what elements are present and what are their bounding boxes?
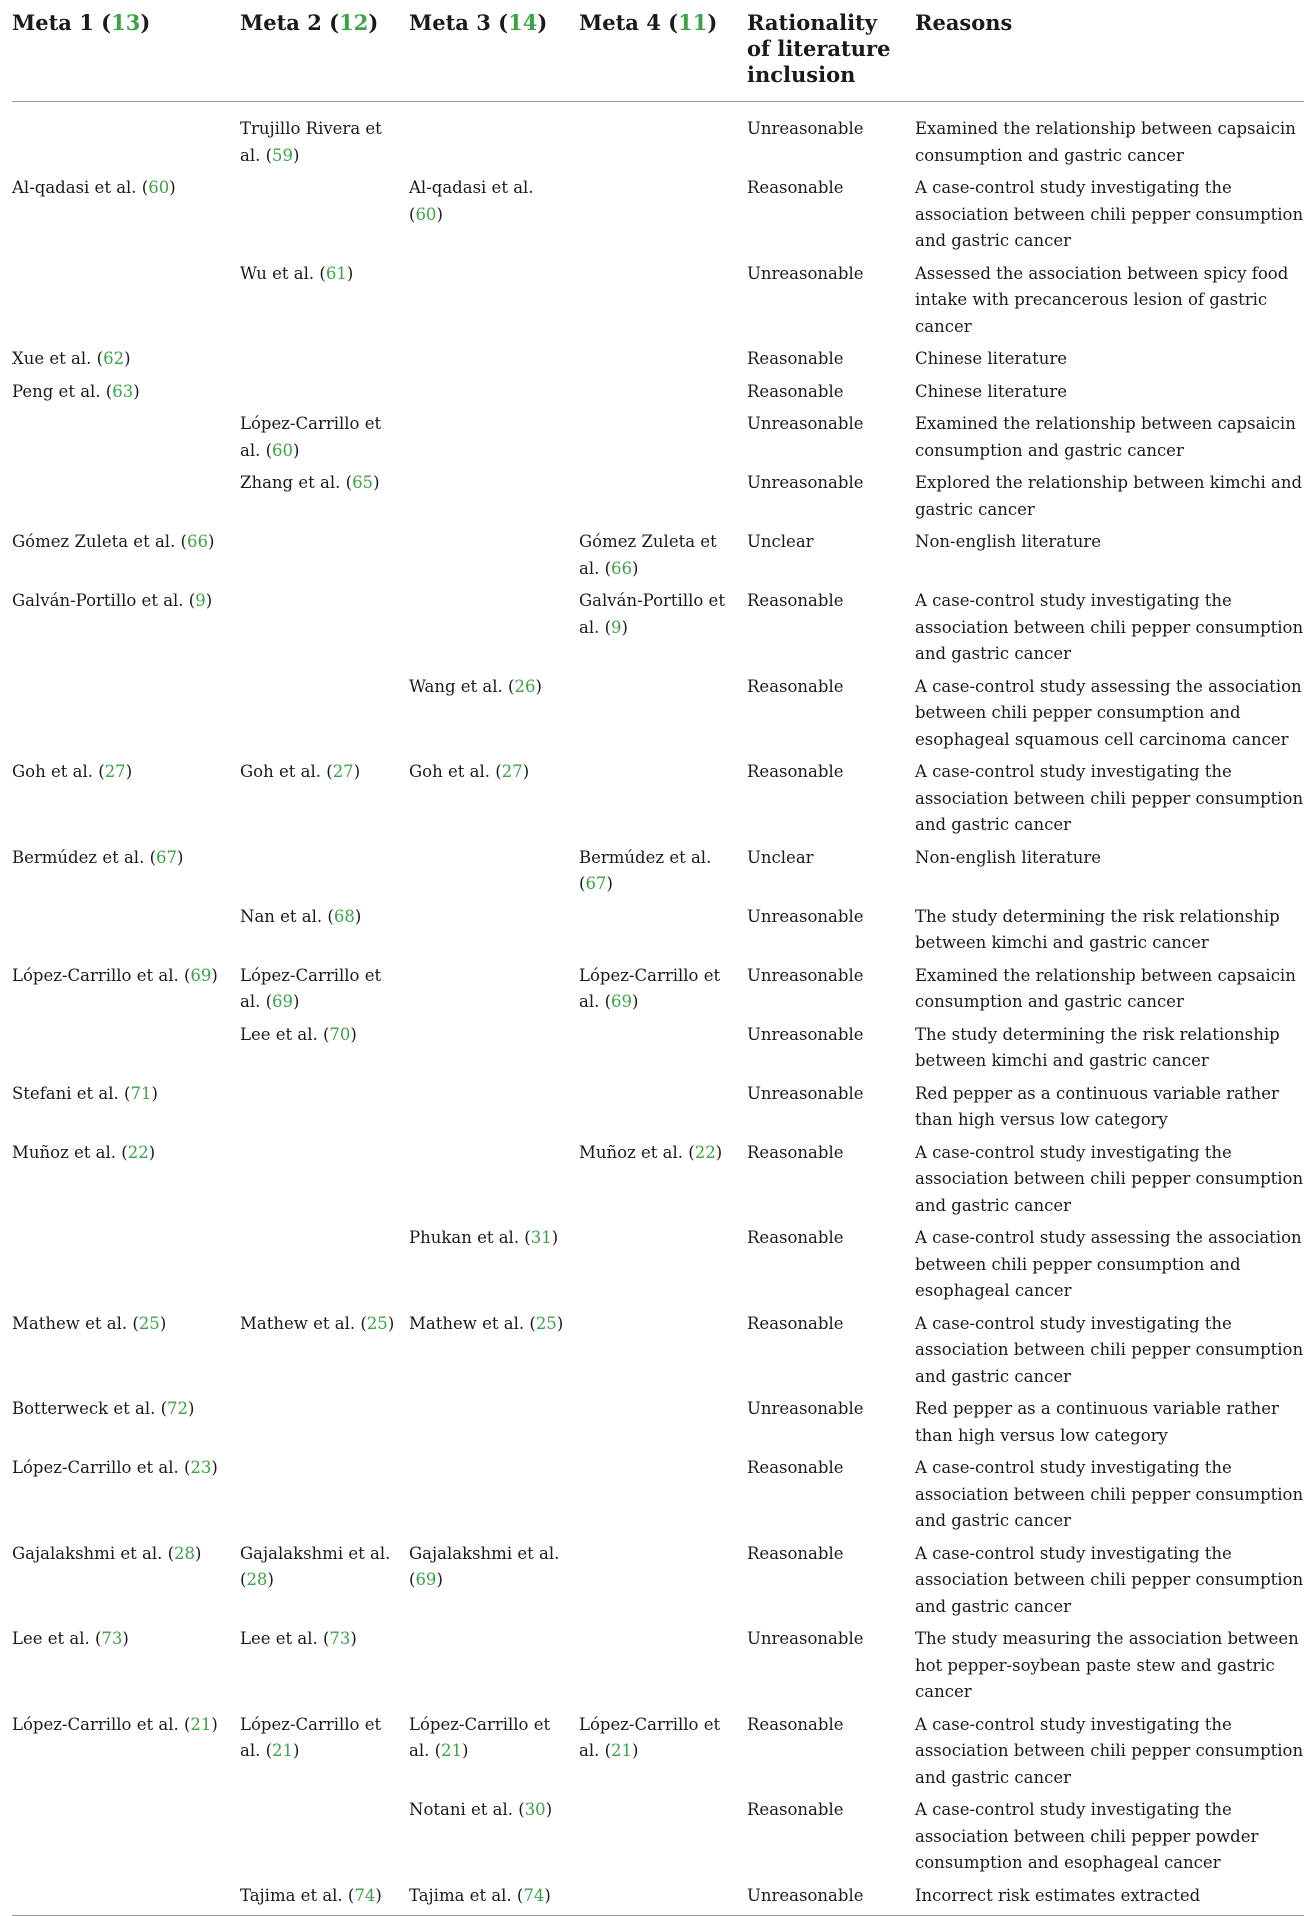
meta-3-cell <box>409 468 579 527</box>
rationality-cell: Unreasonable <box>747 473 864 492</box>
meta-4-cell: Galván-Portillo et al. (9) <box>579 591 725 637</box>
citation-ref-link[interactable]: 69 <box>611 992 633 1011</box>
citation-text: Gajalakshmi et al. <box>409 1543 560 1563</box>
meta-4-cell <box>579 1079 747 1138</box>
table-row <box>12 1795 1304 1881</box>
citation-text: Tajima et al. <box>240 1885 343 1905</box>
header-meta-3-label: Meta 3 <box>409 10 491 35</box>
meta-1-cell: Al-qadasi et al. (60) <box>12 178 176 197</box>
citation-text: López-Carrillo et al. <box>240 965 382 1011</box>
meta-1-cell <box>12 902 240 961</box>
header-meta-1-ref[interactable]: 13 <box>111 10 141 35</box>
meta-1-cell: López-Carrillo et al. (21) <box>12 1714 218 1734</box>
meta-1-cell <box>12 259 240 345</box>
citation-ref-link[interactable]: 74 <box>523 1885 545 1905</box>
meta-4-cell <box>579 1624 747 1710</box>
rationality-cell: Reasonable <box>747 1313 844 1333</box>
meta-1-cell <box>12 468 240 527</box>
citation-ref-link[interactable]: 66 <box>611 558 633 578</box>
meta-3-cell <box>409 102 579 174</box>
table-row <box>12 1881 1304 1916</box>
citation-text: Gajalakshmi et al. <box>240 1543 391 1563</box>
reason-cell: Non-english literature <box>915 847 1102 867</box>
rationality-cell: Reasonable <box>747 381 844 401</box>
meta-4-cell <box>579 344 747 377</box>
reason-cell: A case-control study investigating the association between chili pepper consumption and gastric cancer <box>915 178 1304 250</box>
citation-text: Mathew et al. <box>240 1313 356 1333</box>
meta-3-cell <box>409 527 579 586</box>
meta-3-cell: Tajima et al. (74) <box>409 1881 579 1916</box>
meta-4-cell <box>579 468 747 527</box>
meta-3-cell <box>409 1624 579 1710</box>
rationality-cell: Unclear <box>747 532 814 551</box>
table-row <box>12 1138 1304 1224</box>
meta-1-cell <box>12 102 240 174</box>
meta-4-cell <box>579 1020 747 1079</box>
citation-ref-link[interactable]: 69 <box>272 992 294 1011</box>
rationality-cell: Reasonable <box>747 1228 844 1247</box>
reason-cell: A case-control study investigating the association between chili pepper consumption and gastric cancer <box>915 591 1304 663</box>
reason-cell: A case-control study assessing the association between chili pepper consumption and esophageal squamous cell carcinoma cancer <box>915 676 1302 749</box>
citation-text: Stefani et al. <box>12 1083 119 1103</box>
citation-text: Al-qadasi et al. <box>12 178 137 197</box>
meta-3-cell <box>409 409 579 468</box>
citation-text: Lee et al. <box>240 1629 318 1648</box>
citation-text: López-Carrillo et al. <box>12 965 179 985</box>
reason-cell: Examined the relationship between capsaicin consumption and gastric cancer <box>915 414 1296 460</box>
rationality-cell: Reasonable <box>747 676 844 696</box>
meta-1-cell: Stefani et al. (71) <box>12 1083 158 1103</box>
citation-text: Muñoz et al. <box>579 1142 684 1162</box>
citation-ref-link[interactable]: 67 <box>585 874 607 893</box>
meta-1-cell: López-Carrillo et al. (23) <box>12 1458 218 1477</box>
meta-3-cell <box>409 344 579 377</box>
meta-1-cell <box>12 1795 240 1881</box>
meta-4-cell <box>579 902 747 961</box>
citation-ref-link[interactable]: 27 <box>332 762 354 781</box>
meta-analysis-comparison-table <box>12 0 1304 1916</box>
meta-2-cell <box>240 344 409 377</box>
table-row <box>12 527 1304 586</box>
meta-1-cell: Galván-Portillo et al. (9) <box>12 591 213 610</box>
rationality-cell: Unreasonable <box>747 906 864 926</box>
header-row <box>12 0 1304 102</box>
meta-2-cell <box>240 1223 409 1309</box>
reason-cell: A case-control study investigating the association between chili pepper consumption and gastric cancer <box>915 1458 1304 1530</box>
citation-ref-link[interactable]: 28 <box>246 1570 268 1589</box>
citation-text: Mathew et al. <box>12 1313 128 1333</box>
meta-2-cell <box>240 1795 409 1881</box>
table-row <box>12 1539 1304 1625</box>
meta-4-cell <box>579 1539 747 1625</box>
rationality-cell: Reasonable <box>747 178 844 197</box>
citation-ref-link[interactable]: 67 <box>156 847 178 867</box>
reason-cell: A case-control study investigating the association between chili pepper powder consumption and esophageal cancer <box>915 1800 1259 1872</box>
table-body <box>12 102 1304 1916</box>
citation-text: Xue et al. <box>12 349 92 368</box>
rationality-cell: Reasonable <box>747 1543 844 1563</box>
citation-ref-link[interactable]: 30 <box>524 1800 546 1819</box>
meta-2-cell <box>240 1394 409 1453</box>
citation-text: Gómez Zuleta et al. <box>579 532 717 578</box>
citation-text: Gómez Zuleta et al. <box>12 532 176 551</box>
rationality-cell: Reasonable <box>747 762 844 781</box>
meta-3-cell: Notani et al. (30) <box>409 1800 553 1819</box>
table-row <box>12 102 1304 174</box>
meta-4-cell <box>579 1394 747 1453</box>
meta-3-cell <box>409 1138 579 1224</box>
citation-ref-link[interactable]: 21 <box>611 1741 633 1760</box>
citation-text: Galván-Portillo et al. <box>579 591 725 637</box>
citation-text: López-Carrillo et al. <box>240 1714 382 1760</box>
citation-ref-link[interactable]: 27 <box>104 762 126 781</box>
table-row <box>12 672 1304 758</box>
table-header <box>12 0 1304 102</box>
header-meta-2: Meta 2 (12) <box>240 0 409 102</box>
meta-4-cell <box>579 757 747 843</box>
table-row <box>12 902 1304 961</box>
citation-text: López-Carrillo et al. <box>579 965 721 1011</box>
meta-3-cell <box>409 961 579 1020</box>
reason-cell: Chinese literature <box>915 349 1067 368</box>
citation-text: Goh et al. <box>240 762 321 781</box>
citation-ref-link[interactable]: 73 <box>329 1629 351 1648</box>
meta-4-cell <box>579 1309 747 1395</box>
meta-2-cell: Goh et al. (27) <box>240 762 361 781</box>
meta-3-cell <box>409 902 579 961</box>
table-row <box>12 1223 1304 1309</box>
citation-text: Peng et al. <box>12 381 101 401</box>
meta-4-cell <box>579 672 747 758</box>
citation-ref-link[interactable]: 61 <box>325 263 347 283</box>
meta-3-cell <box>409 1079 579 1138</box>
reason-cell: A case-control study investigating the association between chili pepper consumption and gastric cancer <box>915 762 1304 834</box>
reason-cell: Incorrect risk estimates extracted <box>915 1881 1304 1916</box>
meta-4-cell: Bermúdez et al. (67) <box>579 847 712 893</box>
rationality-cell: Reasonable <box>747 349 844 368</box>
citation-text: Mathew et al. <box>409 1313 525 1333</box>
citation-text: Nan et al. <box>240 906 323 926</box>
citation-text: Galván-Portillo et al. <box>12 591 184 610</box>
citation-ref-link[interactable]: 9 <box>195 591 206 610</box>
citation-ref-link[interactable]: 60 <box>148 178 170 197</box>
reason-cell: A case-control study investigating the association between chili pepper consumption and gastric cancer <box>915 1714 1304 1787</box>
meta-2-cell <box>240 173 409 259</box>
citation-ref-link[interactable]: 65 <box>352 473 374 492</box>
table-row <box>12 1394 1304 1453</box>
meta-1-cell <box>12 1881 240 1916</box>
citation-ref-link[interactable]: 60 <box>415 204 437 224</box>
citation-ref-link[interactable]: 70 <box>329 1024 351 1044</box>
meta-2-cell: Mathew et al. (25) <box>240 1313 395 1333</box>
meta-3-cell: Phukan et al. (31) <box>409 1228 559 1247</box>
citation-ref-link[interactable]: 21 <box>272 1741 294 1760</box>
citation-text: López-Carrillo et al. <box>409 1714 551 1760</box>
citation-text: López-Carrillo et al. <box>12 1714 179 1734</box>
reason-cell: Red pepper as a continuous variable rather than high versus low category <box>915 1083 1279 1129</box>
citation-text: Phukan et al. <box>409 1228 520 1247</box>
header-reasons: Reasons <box>915 0 1304 102</box>
meta-1-cell: Xue et al. (62) <box>12 349 131 368</box>
rationality-cell: Reasonable <box>747 1714 844 1734</box>
citation-ref-link[interactable]: 74 <box>354 1885 376 1905</box>
citation-ref-link[interactable]: 22 <box>694 1142 716 1162</box>
reason-cell: Red pepper as a continuous variable rather than high versus low category <box>915 1399 1279 1445</box>
citation-ref-link[interactable]: 28 <box>174 1543 196 1563</box>
table-row <box>12 1710 1304 1796</box>
header-meta-4: Meta 4 (11) <box>579 0 747 102</box>
reason-cell: A case-control study investigating the association between chili pepper consumption and gastric cancer <box>915 1313 1304 1386</box>
header-meta-3: Meta 3 (14) <box>409 0 579 102</box>
citation-ref-link[interactable]: 73 <box>101 1629 123 1648</box>
meta-1-cell: Goh et al. (27) <box>12 762 133 781</box>
table-row <box>12 377 1304 410</box>
meta-1-cell: Bermúdez et al. (67) <box>12 847 184 867</box>
citation-ref-link[interactable]: 21 <box>190 1714 212 1734</box>
meta-3-cell <box>409 1020 579 1079</box>
table-row <box>12 1309 1304 1395</box>
table-row <box>12 1453 1304 1539</box>
meta-2-cell <box>240 1079 409 1138</box>
table-row <box>12 757 1304 843</box>
citation-ref-link[interactable]: 27 <box>501 762 523 781</box>
meta-2-cell: Trujillo Rivera et al. (59) <box>240 119 382 165</box>
meta-2-cell <box>240 1453 409 1539</box>
citation-ref-link[interactable]: 69 <box>415 1570 437 1589</box>
rationality-cell: Unreasonable <box>747 119 864 138</box>
meta-1-cell <box>12 1223 240 1309</box>
citation-ref-link[interactable]: 72 <box>167 1399 189 1418</box>
meta-2-cell: Wu et al. (61) <box>240 263 354 283</box>
citation-text: Wu et al. <box>240 263 315 283</box>
reason-cell: Explored the relationship between kimchi and gastric cancer <box>915 473 1303 519</box>
meta-3-cell: Wang et al. (26) <box>409 676 542 696</box>
meta-3-cell: Mathew et al. (25) <box>409 1313 564 1333</box>
meta-1-cell: Mathew et al. (25) <box>12 1313 167 1333</box>
meta-4-cell <box>579 259 747 345</box>
rationality-cell: Reasonable <box>747 591 844 610</box>
citation-text: Trujillo Rivera et al. <box>240 119 382 165</box>
header-meta-2-ref[interactable]: 12 <box>339 10 369 35</box>
reason-cell: Chinese literature <box>915 381 1067 401</box>
rationality-cell: Reasonable <box>747 1142 844 1162</box>
citation-ref-link[interactable]: 25 <box>138 1313 160 1333</box>
meta-2-cell <box>240 377 409 410</box>
citation-ref-link[interactable]: 68 <box>333 906 355 926</box>
reason-cell: The study determining the risk relationship between kimchi and gastric cancer <box>915 1024 1280 1070</box>
meta-4-cell <box>579 409 747 468</box>
meta-4-cell: López-Carrillo et al. (21) <box>579 1714 721 1760</box>
citation-ref-link[interactable]: 23 <box>190 1458 212 1477</box>
meta-1-cell: Muñoz et al. (22) <box>12 1142 156 1162</box>
meta-1-cell: Botterweck et al. (72) <box>12 1399 195 1418</box>
meta-2-cell <box>240 843 409 902</box>
meta-3-cell <box>409 843 579 902</box>
reason-cell: A case-control study assessing the association between chili pepper consumption and esophageal cancer <box>915 1228 1302 1300</box>
citation-ref-link[interactable]: 63 <box>112 381 134 401</box>
rationality-cell: Reasonable <box>747 1458 844 1477</box>
reason-cell: The study measuring the association between hot pepper-soybean paste stew and gastric cancer <box>915 1629 1299 1701</box>
meta-2-cell: Nan et al. (68) <box>240 906 362 926</box>
citation-text: López-Carrillo et al. <box>240 414 382 460</box>
meta-2-cell: Lee et al. (73) <box>240 1629 357 1648</box>
citation-ref-link[interactable]: 31 <box>530 1228 552 1247</box>
meta-1-cell: Lee et al. (73) <box>12 1629 129 1648</box>
meta-4-cell <box>579 1223 747 1309</box>
header-meta-1: Meta 1 (13) <box>12 0 240 102</box>
citation-ref-link[interactable]: 69 <box>190 965 212 985</box>
citation-ref-link[interactable]: 66 <box>187 532 208 551</box>
meta-4-cell <box>579 173 747 259</box>
citation-text: Gajalakshmi et al. <box>12 1543 163 1563</box>
meta-4-cell <box>579 377 747 410</box>
citation-text: Al-qadasi et al. <box>409 178 534 197</box>
meta-1-cell: López-Carrillo et al. (69) <box>12 965 218 985</box>
header-meta-2-label: Meta 2 <box>240 10 322 35</box>
citation-ref-link[interactable]: 25 <box>535 1313 557 1333</box>
reason-cell: Examined the relationship between capsaicin consumption and gastric cancer <box>915 965 1296 1011</box>
citation-ref-link[interactable]: 26 <box>514 676 536 696</box>
meta-2-cell: López-Carrillo et al. (21) <box>240 1714 382 1760</box>
citation-text: Lee et al. <box>12 1629 90 1648</box>
citation-text: López-Carrillo et al. <box>579 1714 721 1760</box>
table-row <box>12 843 1304 902</box>
citation-ref-link[interactable]: 62 <box>103 349 125 368</box>
citation-text: Wang et al. <box>409 676 503 696</box>
header-meta-4-ref[interactable]: 11 <box>678 10 708 35</box>
citation-ref-link[interactable]: 21 <box>441 1741 463 1760</box>
citation-text: Muñoz et al. <box>12 1142 117 1162</box>
citation-text: Bermúdez et al. <box>579 847 712 867</box>
meta-2-cell <box>240 1138 409 1224</box>
meta-2-cell <box>240 672 409 758</box>
meta-1-cell <box>12 409 240 468</box>
meta-2-cell: Lee et al. (70) <box>240 1024 357 1044</box>
meta-2-cell <box>240 527 409 586</box>
rationality-cell: Unreasonable <box>747 965 864 985</box>
citation-text: Lee et al. <box>240 1024 318 1044</box>
table-row <box>12 344 1304 377</box>
meta-1-cell: Peng et al. (63) <box>12 381 140 401</box>
meta-2-cell: Tajima et al. (74) <box>240 1881 409 1916</box>
reason-cell: Examined the relationship between capsaicin consumption and gastric cancer <box>915 119 1296 165</box>
rationality-cell: Unclear <box>747 847 814 867</box>
table-row <box>12 173 1304 259</box>
citation-text: López-Carrillo et al. <box>12 1458 179 1477</box>
citation-text: Tajima et al. <box>409 1885 512 1905</box>
meta-4-cell <box>579 1795 747 1881</box>
meta-2-cell: Gajalakshmi et al. (28) <box>240 1543 391 1589</box>
rationality-cell: Unreasonable <box>747 1399 864 1418</box>
reason-cell: Non-english literature <box>915 532 1102 551</box>
header-meta-1-label: Meta 1 <box>12 10 94 35</box>
reason-cell: A case-control study investigating the association between chili pepper consumption and gastric cancer <box>915 1543 1304 1616</box>
citation-text: Bermúdez et al. <box>12 847 145 867</box>
meta-4-cell <box>579 1881 747 1916</box>
citation-text: Zhang et al. <box>240 473 341 492</box>
citation-text: Goh et al. <box>12 762 93 781</box>
table-row <box>12 961 1304 1020</box>
reason-cell: Assessed the association between spicy food intake with precancerous lesion of gastric cancer <box>915 263 1289 336</box>
citation-ref-link[interactable]: 60 <box>272 440 294 460</box>
rationality-cell: Unreasonable <box>747 1024 864 1044</box>
meta-3-cell <box>409 259 579 345</box>
meta-4-cell: López-Carrillo et al. (69) <box>579 965 721 1011</box>
meta-3-cell: Gajalakshmi et al. (69) <box>409 1543 560 1589</box>
citation-ref-link[interactable]: 25 <box>366 1313 388 1333</box>
meta-2-cell: López-Carrillo et al. (69) <box>240 965 382 1011</box>
table-row <box>12 409 1304 468</box>
header-meta-4-label: Meta 4 <box>579 10 661 35</box>
meta-1-cell <box>12 672 240 758</box>
table-row <box>12 468 1304 527</box>
table-row <box>12 1020 1304 1079</box>
meta-1-cell: Gajalakshmi et al. (28) <box>12 1543 202 1563</box>
rationality-cell: Unreasonable <box>747 1881 915 1916</box>
rationality-cell: Reasonable <box>747 1800 844 1819</box>
meta-3-cell: Al-qadasi et al. (60) <box>409 178 534 224</box>
table-row <box>12 259 1304 345</box>
meta-4-cell: Muñoz et al. (22) <box>579 1142 723 1162</box>
header-meta-3-ref[interactable]: 14 <box>508 10 538 35</box>
rationality-cell: Unreasonable <box>747 414 864 433</box>
citation-text: Botterweck et al. <box>12 1399 156 1418</box>
citation-text: Notani et al. <box>409 1800 513 1819</box>
meta-3-cell <box>409 377 579 410</box>
rationality-cell: Unreasonable <box>747 1629 864 1648</box>
rationality-cell: Unreasonable <box>747 1083 864 1103</box>
citation-ref-link[interactable]: 59 <box>272 145 294 165</box>
meta-3-cell <box>409 586 579 672</box>
reason-cell: A case-control study investigating the association between chili pepper consumption and gastric cancer <box>915 1142 1304 1215</box>
table-row <box>12 1079 1304 1138</box>
rationality-cell: Unreasonable <box>747 263 864 283</box>
citation-ref-link[interactable]: 9 <box>611 617 622 637</box>
meta-4-cell: Gómez Zuleta et al. (66) <box>579 532 717 578</box>
table-row <box>12 1624 1304 1710</box>
meta-3-cell <box>409 1453 579 1539</box>
meta-4-cell <box>579 102 747 174</box>
meta-1-cell: Gómez Zuleta et al. (66) <box>12 532 215 551</box>
table-row <box>12 586 1304 672</box>
meta-3-cell <box>409 1394 579 1453</box>
meta-3-cell: Goh et al. (27) <box>409 762 530 781</box>
meta-3-cell: López-Carrillo et al. (21) <box>409 1714 551 1760</box>
header-rationality: Rationality of literature inclusion <box>747 0 915 102</box>
meta-1-cell <box>12 1020 240 1079</box>
meta-2-cell: Zhang et al. (65) <box>240 473 380 492</box>
citation-ref-link[interactable]: 22 <box>127 1142 149 1162</box>
meta-4-cell <box>579 1453 747 1539</box>
meta-2-cell <box>240 586 409 672</box>
meta-2-cell: López-Carrillo et al. (60) <box>240 414 382 460</box>
citation-ref-link[interactable]: 71 <box>130 1083 152 1103</box>
reason-cell: The study determining the risk relationship between kimchi and gastric cancer <box>915 906 1280 952</box>
citation-text: Goh et al. <box>409 762 490 781</box>
